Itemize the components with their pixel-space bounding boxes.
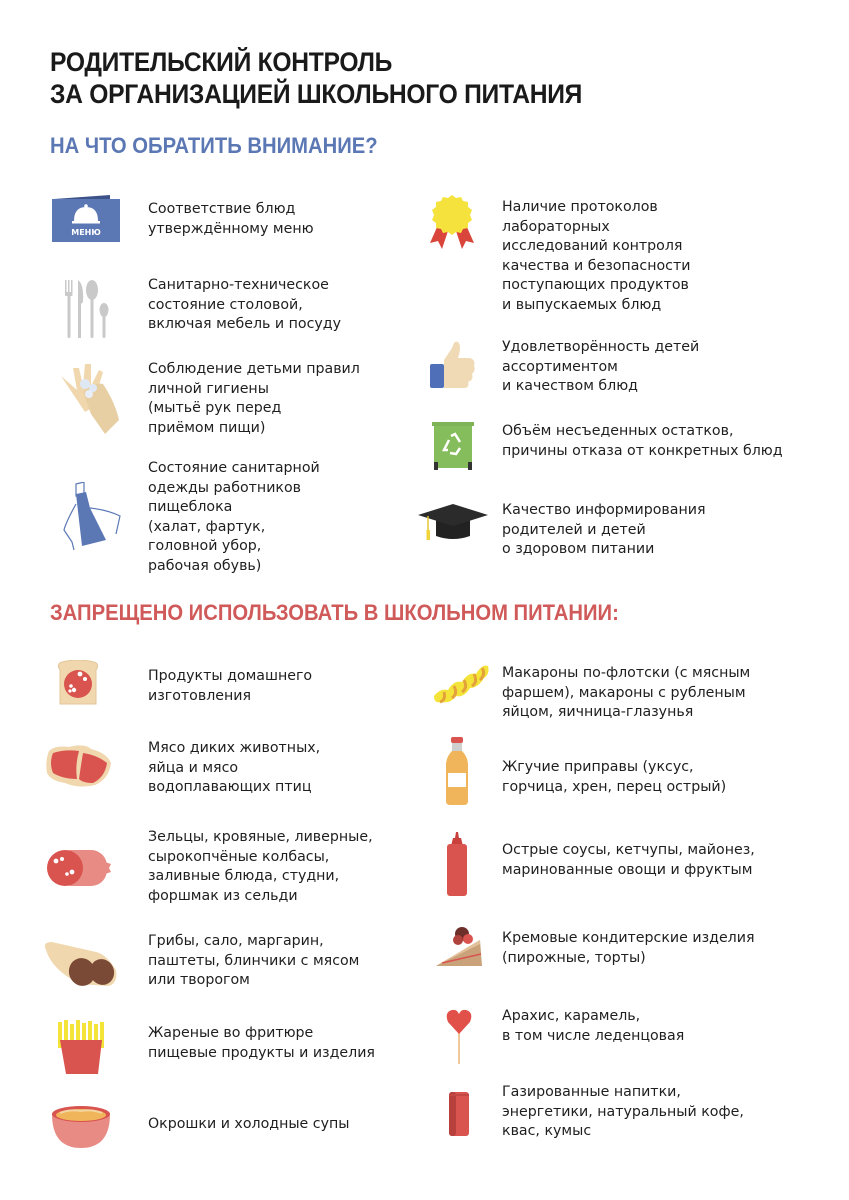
forbidden-item-sausages: Зельцы, кровяные, ливерные, сырокопчёные колбасы, заливные блюда, студни, форшмак из сельди: [148, 829, 373, 904]
attention-item-uniform: Состояние санитарной одежды работников пищеблока (халат, фартук, головной убор, рабочая обувь): [148, 460, 320, 574]
forbidden-item-deep-fried: Жареные во фритюре пищевые продукты и изделия: [148, 1025, 375, 1061]
svg-text:МЕНЮ: МЕНЮ: [71, 228, 101, 237]
soup-bowl-icon: [50, 1104, 112, 1148]
attention-heading: НА ЧТО ОБРАТИТЬ ВНИМАНИЕ?: [50, 133, 378, 158]
apron-icon: [62, 482, 124, 552]
pancake-roll-icon: [42, 940, 120, 990]
lollipop-icon: [446, 1008, 472, 1064]
recycle-bin-icon: [432, 420, 474, 470]
attention-item-leftovers: Объём несъеденных остатков, причины отказа от конкретных блюд: [502, 423, 783, 459]
page-title: [50, 46, 582, 110]
forbidden-item-soda: Газированные напитки, энергетики, натуральный кофе, квас, кумыс: [502, 1084, 744, 1140]
attention-item-hygiene: Соблюдение детьми правил личной гигиены (мытьё рук перед приёмом пищи): [148, 361, 360, 436]
sausage-icon: [45, 848, 113, 888]
forbidden-item-caramel: Арахис, карамель, в том числе леденцовая: [502, 1008, 685, 1044]
forbidden-item-cold-soups: Окрошки и холодные супы: [148, 1116, 350, 1132]
cutlery-icon: [62, 280, 110, 338]
pasta-icon: [430, 660, 490, 706]
forbidden-item-cream-pastry: Кремовые кондитерские изделия (пирожные, торты): [502, 930, 755, 966]
sauce-bottle-icon: [444, 737, 470, 805]
award-badge-icon: [428, 195, 476, 251]
attention-item-informing: Качество информирования родителей и детей о здоровом питании: [502, 502, 706, 558]
forbidden-item-navy-pasta: Макароны по-флотски (с мясным фаршем), макароны с рубленым яйцом, яичница-глазунья: [502, 665, 751, 721]
attention-item-satisfaction: Удовлетворённость детей ассортиментом и качеством блюд: [502, 339, 700, 395]
attention-item-lab-protocols: Наличие протоколов лабораторных исследований контроля качества и безопасности поступающих продуктов и выпускаемых блюд: [502, 199, 691, 313]
menu-icon: [52, 193, 120, 243]
french-fries-icon: [56, 1020, 106, 1076]
attention-item-dining-hall: Санитарно-техническое состояние столовой, включая мебель и посуду: [148, 277, 341, 333]
forbidden-item-homemade: Продукты домашнего изготовления: [148, 668, 313, 704]
forbidden-item-mushrooms: Грибы, сало, маргарин, паштеты, блинчики с мясом или творогом: [148, 933, 360, 989]
soda-can-icon: [448, 1092, 470, 1136]
graduation-cap-icon: [418, 504, 488, 542]
meat-icon: [45, 745, 115, 787]
thumbs-up-icon: [430, 340, 476, 390]
title-line-2: ЗА ОРГАНИЗАЦИЕЙ ШКОЛЬНОГО ПИТАНИЯ: [50, 79, 583, 109]
forbidden-heading: ЗАПРЕЩЕНО ИСПОЛЬЗОВАТЬ В ШКОЛЬНОМ ПИТАНИИ:: [50, 600, 619, 625]
forbidden-item-hot-spices: Жгучие приправы (уксус, горчица, хрен, перец острый): [502, 759, 727, 795]
forbidden-item-sauces: Острые соусы, кетчупы, майонез, маринованные овощи и фруктым: [502, 842, 755, 878]
cake-slice-icon: [436, 924, 486, 966]
forbidden-item-wild-meat: Мясо диких животных, яйца и мясо водоплавающих птиц: [148, 740, 321, 796]
attention-item-menu: Соответствие блюд утверждённому меню: [148, 201, 314, 237]
sandwich-icon: [56, 660, 100, 706]
title-line-1: РОДИТЕЛЬСКИЙ КОНТРОЛЬ: [50, 47, 393, 77]
hand-washing-icon: [55, 362, 125, 434]
ketchup-bottle-icon: [445, 832, 469, 896]
